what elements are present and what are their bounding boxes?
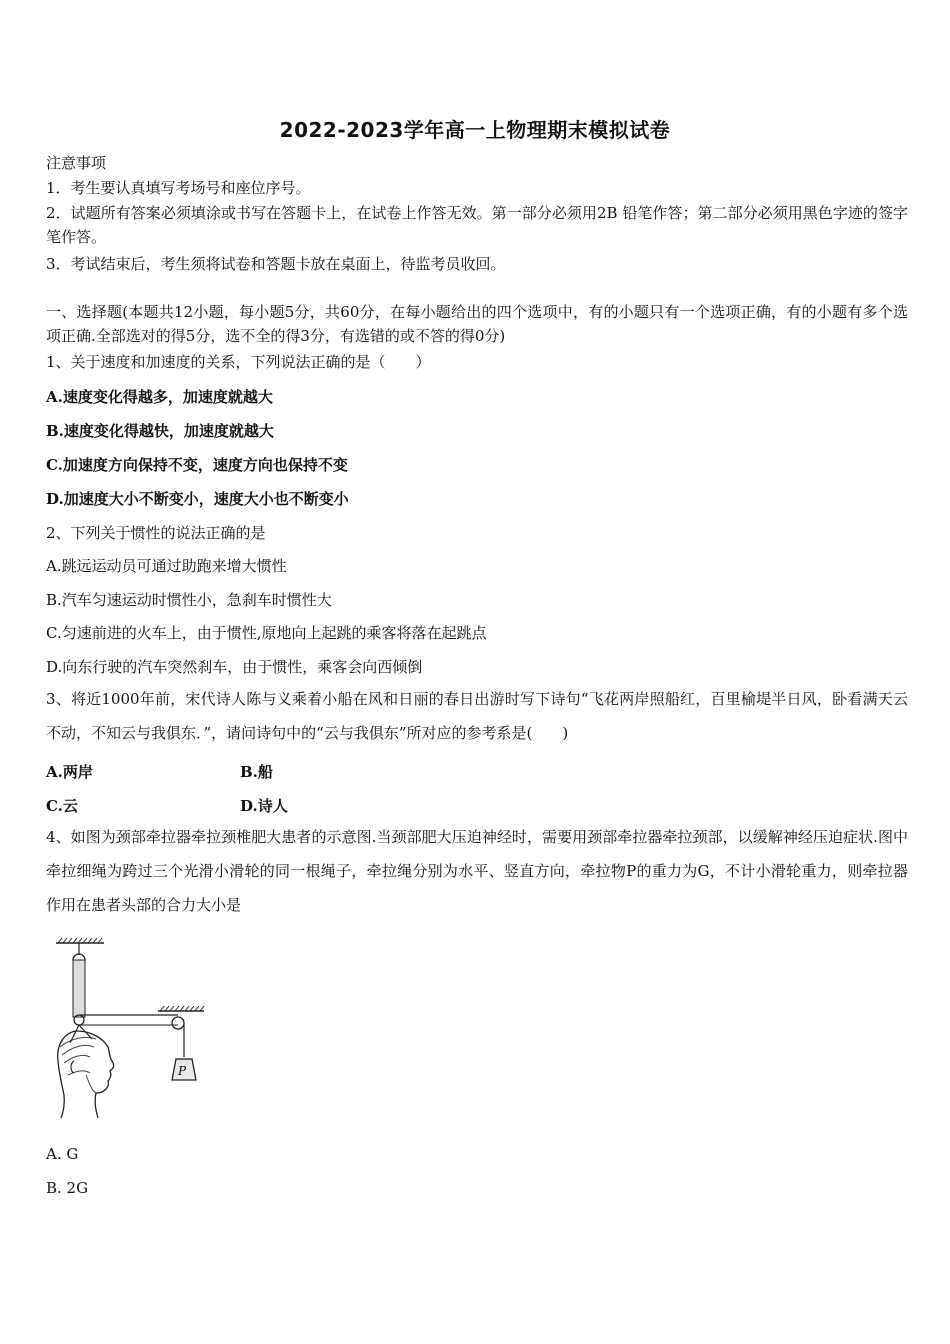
q4-stem: 4、如图为颈部牵拉器牵拉颈椎肥大患者的示意图.当颈部肥大压迫神经时，需要用颈部牵拉器牵拉颈部，以缓解神经压迫症状.图中牵拉细绳为跨过三个光滑小滑轮的同一根绳子，牵拉绳分别为水平、竖直方向，牵拉物P的重力为G，不计小滑轮重力，则牵拉器作用在患者头部的合力大小是 <box>46 828 908 914</box>
traction-figure <box>46 935 216 1120</box>
q2-option-d: D.向东行驶的汽车突然刹车，由于惯性，乘客会向西倾倒 <box>46 658 423 676</box>
q2-option-c: C.匀速前进的火车上，由于惯性,原地向上起跳的乘客将落在起跳点 <box>46 624 487 642</box>
q1-option-d: D.加速度大小不断变小，速度大小也不断变小 <box>46 490 349 508</box>
q1-option-a: A.速度变化得越多，加速度就越大 <box>46 388 273 406</box>
q3-stem: 3、将近1000年前，宋代诗人陈与义乘着小船在风和日丽的春日出游时写下诗句“飞花两岸照船红，百里榆堤半日风，卧看满天云不动，不知云与我俱东．”，请问诗句中的“云与我俱东”所对应的参考系是( ) <box>46 690 908 742</box>
q1-stem: 1、关于速度和加速度的关系，下列说法正确的是（ ） <box>46 353 431 371</box>
page-title: 2022-2023学年高一上物理期末模拟试卷 <box>279 118 671 142</box>
weight-label: P <box>178 1064 187 1078</box>
q3-option-d: D.诗人 <box>240 797 288 815</box>
q1-option-b: B.速度变化得越快，加速度就越大 <box>46 422 274 440</box>
notice-item-3: 3．考试结束后，考生须将试卷和答题卡放在桌面上，待监考员收回。 <box>46 255 506 273</box>
q2-option-b: B.汽车匀速运动时惯性小，急刹车时惯性大 <box>46 591 332 609</box>
section-heading: 一、选择题(本题共12小题，每小题5分，共60分，在每小题给出的四个选项中，有的小题只有一个选项正确，有的小题有多个选项正确.全部选对的得5分，选不全的得3分，有选错的或不答的得0分) <box>46 303 908 345</box>
notice-heading: 注意事项 <box>46 154 107 172</box>
notice-item-1: 1．考生要认真填写考场号和座位序号。 <box>46 179 311 197</box>
notice-item-2: 2．试题所有答案必须填涂或书写在答题卡上，在试卷上作答无效。第一部分必须用2B 铅笔作答；第二部分必须用黑色字迹的签字笔作答。 <box>46 204 908 246</box>
q4-option-b: B. 2G <box>46 1179 89 1197</box>
q2-stem: 2、下列关于惯性的说法正确的是 <box>46 524 266 542</box>
q3-option-b: B.船 <box>240 763 273 781</box>
q3-option-c: C.云 <box>46 797 78 815</box>
q1-option-c: C.加速度方向保持不变，速度方向也保持不变 <box>46 456 348 474</box>
q3-option-a: A.两岸 <box>46 763 93 781</box>
q2-option-a: A.跳远运动员可通过助跑来增大惯性 <box>46 557 287 575</box>
q4-option-a: A. G <box>46 1145 79 1163</box>
